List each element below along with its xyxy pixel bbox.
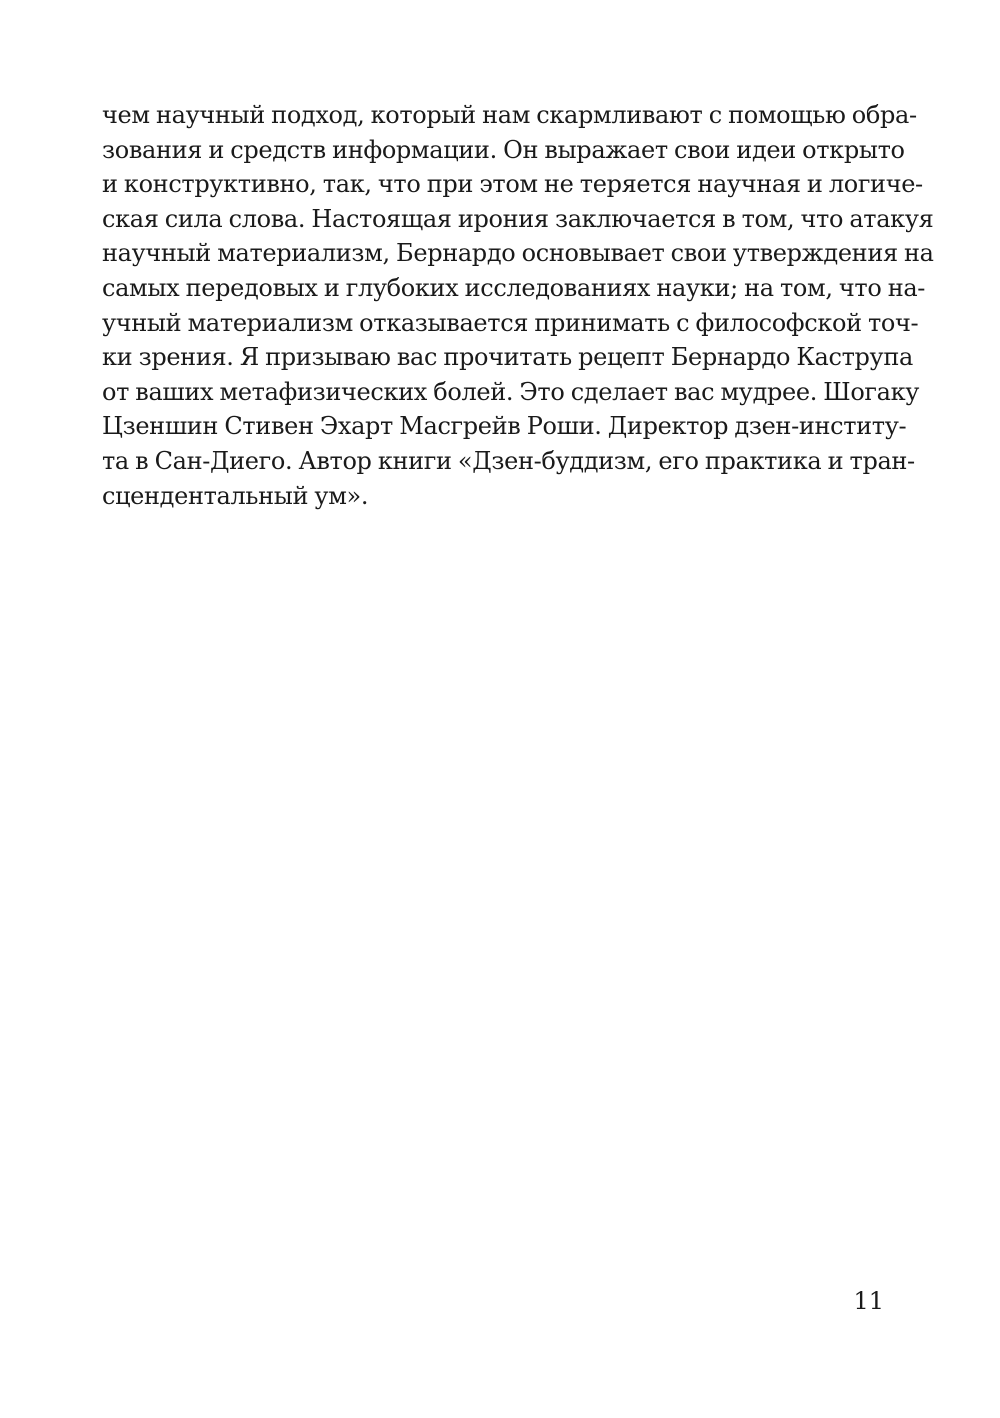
body-text xyxy=(102,98,934,513)
text-line: зования и средств информации. Он выражает свои идеи открыто xyxy=(102,135,905,164)
text-line: чем научный подход, который нам скармливают с помощью обра- xyxy=(102,101,917,129)
page-number: 11 xyxy=(853,1287,884,1315)
text-line: сцендентальный ум». xyxy=(102,481,369,510)
text-line: Цзеншин Стивен Эхарт Масгрейв Роши. Директор дзен-институ- xyxy=(102,412,907,441)
text-line: учный материализм отказывается принимать с философской точ- xyxy=(102,308,919,337)
text-line: та в Сан-Диего. Автор книги «Дзен-буддизм, его практика и тран- xyxy=(102,446,915,475)
text-line: самых передовых и глубоких исследованиях науки; на том, что на- xyxy=(102,273,926,302)
text-line: и конструктивно, так, что при этом не теряется научная и логиче- xyxy=(102,170,923,199)
text-line: ская сила слова. Настоящая ирония заключается в том, что атакуя xyxy=(102,204,934,233)
text-line: ки зрения. Я призываю вас прочитать рецепт Бернардо Каструпа xyxy=(102,343,913,372)
text-line: от ваших метафизических болей. Это сделает вас мудрее. Шогаку xyxy=(102,377,920,406)
text-line: научный материализм, Бернардо основывает свои утверждения на xyxy=(102,239,934,268)
